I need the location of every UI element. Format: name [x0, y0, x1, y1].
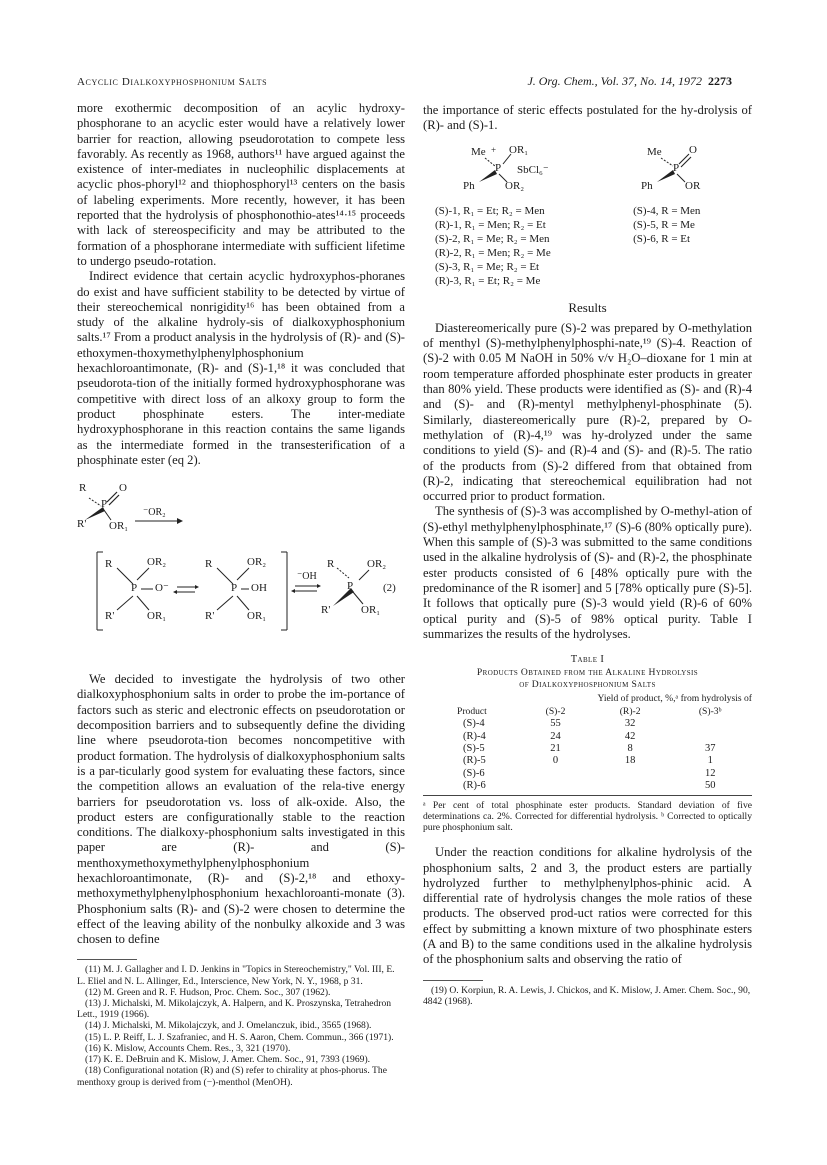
reaction-scheme — [77, 480, 405, 658]
oxygen-label: O — [689, 143, 697, 156]
table-cell: 0 — [552, 755, 559, 767]
paragraph: Diastereomerically pure (S)-2 was prepared by O-methylation of menthyl (S)-methylphenylphosphi-nate,¹⁹ (S)-4. Reaction of (S)-2 with 0.05 M NaOH in 50% v/v H₂O–dioxane for 1 min at room temperature afforded phosphinate ester products in greater than 80% yield. These products were identified as (S)- and (R)-4 and (S)- and (R)-mentyl methylphenyl-phosphinate (5). Similarly, diastereomerically pure (R)-2, prepared by O-methylation of (R)-4,¹⁹ was hy-drolyzed under the same conditions to yield (S)- and (R)-4 and (S)- and (R)-5. The ratio of the products from (S)-2 differed from that obtained from (R)-2, indicating that stereochemical equilibration had not occurred prior to product formation. — [423, 320, 752, 504]
footnote: (17) K. E. DeBruin and K. Mislow, J. Amer. Chem. Soc., 91, 7393 (1969). — [85, 1054, 371, 1066]
paragraph: The synthesis of (S)-3 was accomplished by O-methyl-ation of (S)-ethyl methylphenylphosphinate,¹⁷ (S)-6 (80% optically pure). When this sample of (S)-3 was submitted to the same conditions used in the alkaline hydrolysis of (S)- and (R)-2, the phosphinate ester products consisted of 6 [48% optically pure with the predominance of the R isomer] and 5 [78% optically pure (S)-5]. It follows that optically pure (S)-3 would yield (R)-6 of 60% optical purity and (S)-5 of 98% optical purity. Table I summarizes the results of the hydrolyses. — [423, 504, 752, 641]
substituent-r: R — [79, 482, 87, 495]
methyl-label: Me — [647, 145, 662, 158]
or1-label: OR₁ — [147, 610, 167, 623]
table-row — [423, 755, 752, 767]
page-number: 2273 — [708, 74, 732, 88]
table-spanner: Yield of product, %,ᵃ from hydrolysis of — [597, 693, 752, 705]
table-cell: 8 — [627, 743, 633, 755]
compound-entry: (R)-1, R₁ = Men; R₂ = Et — [435, 218, 546, 231]
paragraph: We decided to investigate the hydrolysis of two other dialkoxyphosphonium salts in order to probe the im-portance of factors such as steric and electronic effects on pseudorotation or decomposition barriers and to subsequently define the dividing line where pseudorota-tion becomes noncompetitive with product formation. The hydrolysis of dialkoxyphosphonium salts is a par-ticularly good system for evaluating these factors, since the competition allows an evaluation of the rela-tive energy barriers for pseudorotation vs. loss of alk-oxide. Also, the product esters are configurationally stable to the reaction conditions. The dialkoxy-phosphonium salts investigated in this paper are (R)- and (S)-menthoxymethoxymethylphenylphosphonium hexachloroantimonate, (R)- and (S)-2,¹⁸ and ethoxy-methoxymethylphenylphosphonium hexachloroanti-monate (3). Phosphonium salts (R)- and (S)-2 were chosen to determine the effect of the leaving ability of the nonbulky alkoxide and 3 was chosen to define — [77, 672, 405, 947]
footnote: (12) M. Green and R. F. Hudson, Proc. Chem. Soc., 307 (1962). — [85, 986, 331, 998]
reagent-hydroxide: ⁻OH — [297, 571, 317, 583]
table-cell: (S)-5 — [463, 743, 485, 755]
or2-label: OR₂ — [367, 558, 387, 571]
table-cell: (R)-6 — [463, 780, 486, 792]
compound-entry: (S)-4, R = Men — [633, 204, 701, 217]
column-header: (S)-2 — [545, 705, 566, 717]
table-cell: 1 — [707, 755, 713, 767]
column-header: (R)-2 — [619, 705, 641, 717]
paragraph: Under the reaction conditions for alkaline hydrolysis of the phosphonium salts, 2 and 3, the product esters are partially hydrolyzed further to methylphenylphos-phinic acid. A differential rate of hydrolysis changes the mole ratios of these products. The observed prod-uct ratios were corrected for this effect by submitting a known mixture of two phosphinate esters (A and B) to the same conditions used in the alkaline hydrolysis of the phosphonium salts and observing the ratio of — [423, 845, 752, 967]
table-cell — [519, 780, 592, 792]
compound-entry: (S)-1, R₁ = Et; R₂ = Men — [435, 204, 545, 217]
column-header: Product — [457, 705, 487, 717]
substituent-r: R — [205, 558, 213, 571]
journal-reference: J. Org. Chem., Vol. 37, No. 14, 1972 — [527, 74, 702, 88]
paragraph: the importance of steric effects postulated for the hy-drolysis of (R)- and (S)-1. — [423, 103, 752, 133]
table-cell — [668, 731, 752, 743]
substituent-r-prime: R' — [77, 518, 87, 531]
paragraph: more exothermic decomposition of an acylic hydroxy-phosphorane to an acyclic ester would have a relatively lower barrier for reaction, allowing pseudorotation to compete less favorably. As recently as 1968, authors¹¹ have argued against the existence of inter-mediates in nucleophilic displacements at acyclic phos-phoryl¹² and thiophosphoryl¹³ centers on the basis of labeling experiments. More recently, however, it has been reported that the hydrolysis of phosphonothio-ates¹⁴·¹⁵ proceeds with lack of stereospecificity and may be attributed to the formation of a phosphorane intermediate with sufficient lifetime to undergo pseudo-rotation. — [77, 101, 405, 268]
oxygen-label: O — [119, 482, 127, 495]
or1-label: OR₁ — [509, 143, 529, 156]
substituent-r-prime: R' — [205, 610, 215, 623]
compound-list-esters — [633, 204, 752, 288]
table-cell — [592, 780, 669, 792]
results-table — [423, 693, 752, 792]
compound-entry: (S)-5, R = Me — [633, 218, 695, 231]
or-label: OR — [685, 179, 701, 192]
hydroxyl-label: OH — [251, 582, 267, 595]
table-cell: (R)-5 — [463, 755, 486, 767]
footnote-separator — [423, 980, 483, 981]
phosphorus-label: P — [131, 582, 138, 595]
or1-label: OR₁ — [361, 604, 381, 617]
footnote-separator — [77, 959, 137, 960]
footnotes — [77, 964, 405, 1087]
table-row — [423, 768, 752, 780]
equation-2-diagram — [77, 480, 405, 658]
table-cell: 12 — [704, 767, 716, 779]
phosphorus-label: P — [347, 580, 354, 593]
table-cell: (S)-4 — [463, 718, 485, 730]
footnote: (15) L. P. Reiff, L. J. Szafraniec, and H. S. Aaron, Chem. Commun., 366 (1971). — [85, 1031, 394, 1043]
methyl-label: Me — [471, 145, 486, 158]
footnote: (14) J. Michalski, M. Mikolajczyk, and J. Omelanczuk, ibid., 3565 (1968). — [85, 1020, 372, 1032]
phenyl-label: Ph — [463, 179, 475, 192]
table-rule — [423, 795, 752, 796]
table-title-line-1: Products Obtained from the Alkaline Hydrolysis — [476, 667, 699, 679]
journal-citation — [527, 74, 732, 89]
substituent-r-prime: R' — [321, 604, 331, 617]
footnote: (19) O. Korpiun, R. A. Lewis, J. Chickos, and K. Mislow, J. Amer. Chem. Soc., 90, 4842 (1968). — [423, 984, 751, 1007]
footnotes — [423, 985, 752, 1007]
table-cell: 50 — [704, 780, 716, 792]
footnote: (13) J. Michalski, M. Mikolajczyk, A. Halpern, and K. Proszynska, Tetrahedron Lett., 1919 (1966). — [77, 998, 392, 1021]
right-column — [423, 103, 752, 1007]
or2-label: OR₂ — [247, 556, 267, 569]
phosphorus-label: P — [495, 161, 502, 174]
table-label: Table I — [570, 654, 605, 666]
table-cell — [592, 768, 669, 780]
compound-entry: (R)-3, R₁ = Et; R₂ = Me — [435, 274, 541, 287]
compound-entry: (S)-2, R₁ = Me; R₂ = Men — [435, 232, 550, 245]
table-title-line-2: of Dialkoxyphosphonium Salts — [519, 679, 656, 691]
footnote: (18) Configurational notation (R) and (S) refer to chirality at phos-phorus. The menthoxy group is derived from (−)-menthol (MenOH). — [77, 1065, 387, 1088]
footnote: (16) K. Mislow, Accounts Chem. Res., 3, 321 (1970). — [85, 1042, 291, 1054]
phenyl-label: Ph — [641, 179, 653, 192]
counterion-label: SbCl₆⁻ — [517, 163, 549, 176]
table-cell — [668, 718, 752, 730]
reagent-alkoxide: ⁻OR₂ — [143, 507, 166, 519]
table-cell: (S)-6 — [463, 767, 485, 779]
paragraph: Indirect evidence that certain acyclic hydroxyphos-phoranes do exist and have sufficient stability to be detected by virtue of their stereochemical nonrigidity¹⁶ has been obtained from a study of the alkaline hydroly-sis of dialkoxyphosphonium salts.¹⁷ From a product analysis in the hydrolysis of (R)- and (S)-ethoxymen-thoxymethylphenylphosphonium hexachloroantimonate, (R)- and (S)-1,¹⁸ it was concluded that pseudorota-tion of the initially formed hydroxyphosphorane was competitive with direct loss of an alkoxy group to form the product phosphinate esters. The inter-mediate hydroxyphosphorane in this reaction contains the same ligands as the intermediate formed in the transesterification of a phosphinate ester (eq 2). — [77, 269, 405, 467]
phosphorus-label: P — [101, 498, 108, 511]
substituent-r: R — [105, 558, 113, 571]
compound-legend — [423, 204, 752, 288]
compound-entry: (S)-6, R = Et — [633, 232, 691, 245]
running-title: Acyclic Dialkoxyphosphonium Salts — [77, 76, 268, 88]
column-header: (S)-3ᵇ — [698, 705, 722, 717]
table-cell: 18 — [624, 755, 636, 767]
or2-label: OR₂ — [505, 179, 525, 192]
table-cell: 55 — [550, 718, 561, 730]
table-cell: 37 — [704, 743, 716, 755]
table-row — [423, 718, 752, 730]
oxide-anion-label: O⁻ — [155, 582, 169, 595]
phosphorus-label: P — [673, 161, 680, 174]
table-cell: 32 — [624, 718, 636, 730]
substituent-r: R — [327, 558, 335, 571]
compound-list-salts — [423, 204, 633, 288]
left-column — [77, 101, 405, 1088]
or2-label: OR₂ — [147, 556, 167, 569]
table-cell: 42 — [624, 730, 636, 742]
section-heading: Results — [568, 299, 607, 315]
equation-number: (2) — [383, 582, 396, 595]
structure-drawings — [423, 140, 752, 204]
table-cell: 24 — [550, 730, 561, 742]
positive-charge: + — [491, 144, 497, 155]
table-cell: (R)-4 — [463, 730, 486, 742]
table-row — [423, 780, 752, 792]
or1-label: OR₁ — [247, 610, 267, 623]
compound-entry: (R)-2, R₁ = Men; R₂ = Me — [435, 246, 551, 259]
table-row — [423, 731, 752, 743]
table-cell: 21 — [550, 743, 561, 755]
table-footnotes: ᵃ Per cent of total phosphinate ester products. Standard deviation of five determinations ca. 2%. Corrected for differential hydrolysis. ᵇ Corrected to optically pure phosphonium salt. — [423, 799, 752, 834]
compound-entry: (S)-3, R₁ = Me; R₂ = Et — [435, 260, 540, 273]
substituent-r-prime: R' — [105, 610, 115, 623]
phosphorus-label: P — [231, 582, 238, 595]
table-row — [423, 743, 752, 755]
table-cell — [519, 768, 592, 780]
footnote: (11) M. J. Gallagher and I. D. Jenkins in "Topics in Stereochemistry," Vol. III, E. L. Eliel and N. L. Allinger, Ed., Interscience, New York, N. Y., 1968, p 31. — [77, 964, 395, 987]
or1-label: OR₁ — [109, 520, 129, 533]
